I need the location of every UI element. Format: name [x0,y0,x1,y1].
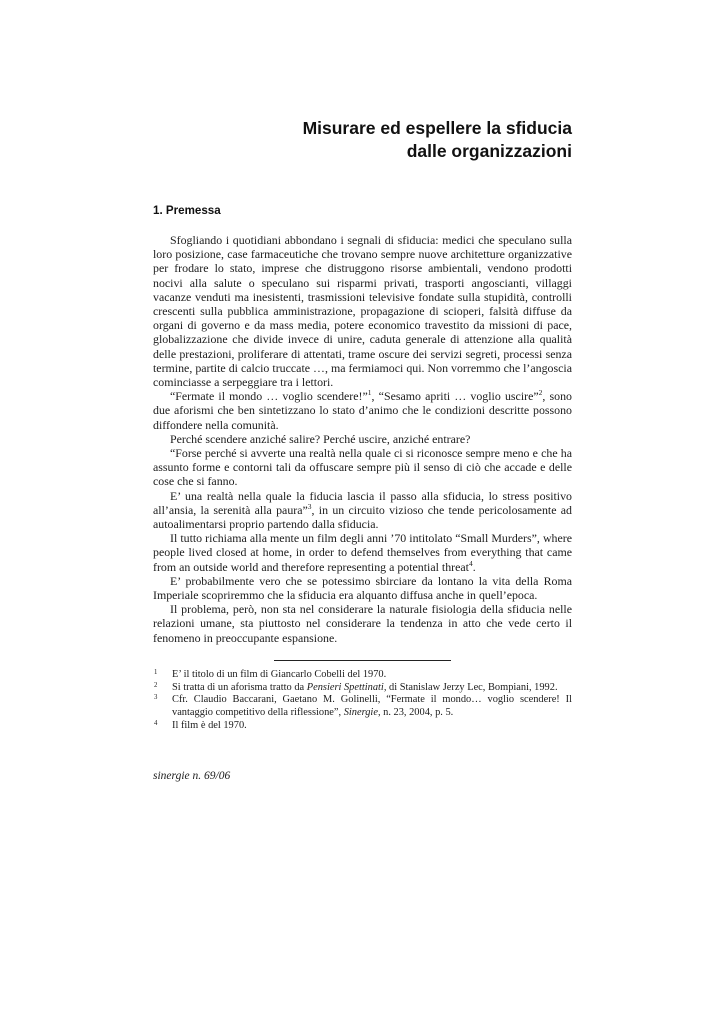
text-run: Sinergie [343,707,378,718]
footnote-number: 4 [154,719,158,727]
text-run: E’ una realtà nella quale la fiducia lascia il passo alla sfiducia, lo stress positivo all’ansia, la serenità alla paura” [153,488,572,517]
text-run: Si tratta di un aforisma tratto da [172,681,307,693]
text-run: E’ probabilmente vero che se potessimo sbirciare da lontano la vita della Roma Imperiale scopriremmo che la sfiducia era alquanto diffusa anche in quell’epoca. [153,573,572,603]
text-run: E’ il titolo di un film di Giancarlo Cobelli del 1970. [172,668,387,680]
text-column [153,0,572,732]
page-title-line-2: dalle organizzazioni [406,141,572,161]
section-heading: 1. Premessa [153,204,221,217]
footnote [153,682,572,695]
page-title-line-1: Misurare ed espellere la sfiducia [302,118,572,138]
text-run: , “Sesamo apriti … voglio uscire” [371,389,539,404]
text-run: Perché scendere anziché salire? Perché uscire, anziché entrare? [170,431,471,446]
footnote-ref: 1 [367,388,372,398]
text-run: “Forse perché si avverte una realtà nella quale ci si riconosce sempre meno e che ha assunto forme e contorni tali da offuscare sempre più il senso di ciò che accade e delle cose che si fanno. [153,446,572,489]
text-run: Cfr. Claudio Baccarani, Gaetano M. Golinelli, “Fermate il mondo… voglio scendere! Il vantaggio competitivo della riflessione”, [172,694,572,718]
footnote-number: 1 [154,668,158,676]
page-title [153,0,572,163]
text-run: Il tutto richiama alla mente un film degli anni ’70 intitolato “Small Murders”, where people lived closed at home, in order to defend themselves from everything that came from an outside world and therefore representing a potential threat [153,531,572,574]
body-paragraphs [153,233,572,645]
paragraph [153,389,572,432]
footnote [153,720,572,733]
text-run: , n. 23, 2004, p. 5. [377,707,454,718]
paragraph [153,574,572,602]
text-run: Pensieri Spettinati, [306,681,387,693]
paragraph [153,602,572,645]
footnote-ref: 2 [538,388,543,398]
text-run: “Fermate il mondo … voglio scendere!” [170,389,368,404]
footnote-text [172,720,247,731]
paragraph [153,531,572,574]
text-run: , sono due aforismi che ben sintetizzano lo stato d’animo che le condizioni descritte possono diffondere nella comunità. [153,389,572,432]
footnote-text [172,669,386,680]
footnote-text [172,694,572,718]
paragraph [153,432,572,446]
journal-footer: sinergie n. 69/06 [153,770,231,782]
footnote-list [153,669,572,733]
paragraph [153,233,572,389]
text-run: di Stanislaw Jerzy Lec, Bompiani, 1992. [386,681,558,693]
paragraph [153,446,572,489]
text-run: . [472,559,476,574]
footnote-number: 3 [154,694,158,702]
text-run: , in un circuito vizioso che tende pericolosamente ad autoalimentarsi proprio partendo dalla sfiducia. [153,502,572,532]
footnote-ref: 4 [468,558,473,568]
text-run: Sfogliando i quotidiani abbondano i segnali di sfiducia: medici che speculano sulla loro posizione, case farmaceutiche che trovano sempre nuove architetture organizzative per frodare lo stato, imprese che distruggono risorse ambientali, vendono prodotti nocivi alla salute o speculano sui risparmi privati, trasporti angoscianti, villaggi vacanze venduti ma inesistenti, trasmissioni televisive fondate sulla stupidità, controlli crescenti sulla pubblica amministrazione, propagazione di scioperi, falsità diffuse da organi di governo e da mass media, potere economico travestito da missioni di pace, globalizzazione che divide invece di unire, caduta generale di attenzione alla qualità delle prestazioni, proliferare di attentati, trame oscure dei servizi segreti, processi senza termine, partite di calcio truccate …, ma fermiamoci qui. Non vorremmo che l’angoscia cominciasse a serpeggiare tra i lettori. [153,233,572,390]
footnote [153,694,572,719]
footnote-ref: 3 [307,501,312,511]
footnote [153,669,572,682]
text-run: Il problema, però, non sta nel considerare la naturale fisiologia della sfiducia nelle relazioni umane, sta piuttosto nel considerare la tendenza in atto che vede certo il fenomeno in preoccupante espansione. [153,602,572,645]
footnote-text [172,682,558,693]
paragraph [153,489,572,532]
footnote-separator [274,660,451,661]
footnote-number: 2 [154,681,158,689]
text-run: Il film è del 1970. [172,719,247,731]
